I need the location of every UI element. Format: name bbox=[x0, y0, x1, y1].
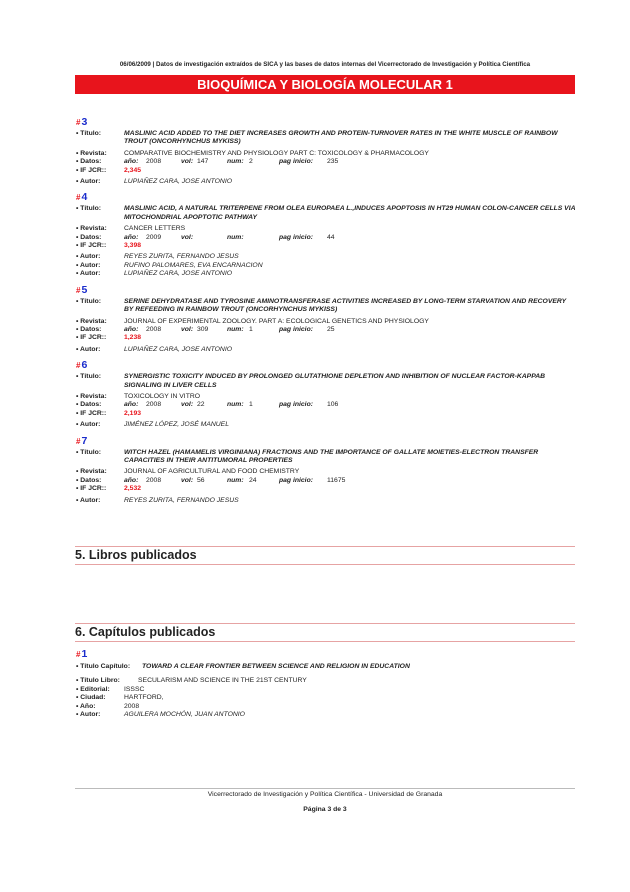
title-row: • Título: WITCH HAZEL (HAMAMELIS VIRGINIANA) FRACTIONS AND THE IMPORTANCE OF GALLATE MOIETIES-ELECTRON TRANSFER CAPACITIES IN THEIR ANTITUMORAL PROPERTIES bbox=[76, 449, 576, 466]
city: HARTFORD, bbox=[124, 694, 164, 702]
article-entry bbox=[76, 284, 576, 354]
publisher-row: • Editorial: ISSSC bbox=[76, 686, 576, 694]
if-row: • IF JCR:: 2,532 bbox=[76, 485, 576, 493]
journal-row: • Revista: TOXICOLOGY IN VITRO bbox=[76, 393, 576, 401]
page-number: Página 3 de 3 bbox=[303, 806, 347, 813]
article-number: #6 bbox=[76, 359, 88, 372]
article-number: #3 bbox=[76, 116, 88, 128]
section-divider bbox=[75, 623, 575, 624]
publisher: ISSSC bbox=[124, 685, 145, 693]
author-row: • Autor: RUFINO PALOMARES, EVA ENCARNACION bbox=[76, 262, 576, 270]
section-title-books: 5. Libros publicados bbox=[75, 548, 575, 565]
page-value: 235 bbox=[327, 158, 339, 166]
num-value: 2 bbox=[249, 158, 253, 166]
article-entry bbox=[76, 116, 576, 186]
page-value: 106 bbox=[327, 401, 339, 409]
vol-value: 147 bbox=[197, 158, 209, 166]
article-title: MASLINIC ACID, A NATURAL TRITERPENE FROM OLEA EUROPAEA L.,INDUCES APOPTOSIS IN HT29 HUMAN COLON-CANCER CELLS VIA MITOCHONDRIAL APOPTOTIC PATHWAY bbox=[124, 205, 576, 221]
title-row: • Título: SERINE DEHYDRATASE AND TYROSINE AMINOTRANSFERASE ACTIVITIES INCREASED BY LONG-TERM STARVATION AND RECOVERY BY REFEEDING IN RAINBOW TROUT (ONCORHYNCHUS MYKISS) bbox=[76, 298, 576, 315]
year: 2008 bbox=[124, 702, 140, 710]
page-value: 44 bbox=[327, 233, 335, 241]
chapter-number: #1 bbox=[76, 648, 88, 660]
data-row: • Datos: año: 2008 vol: 147 num: 2 pag inicio: 235 bbox=[76, 158, 339, 166]
impact-factor: 3,398 bbox=[124, 242, 142, 250]
author-row: • Autor: REYES ZURITA, FERNANDO JESUS bbox=[76, 253, 576, 261]
year-value: 2008 bbox=[146, 325, 162, 333]
data-row: • Datos: año: 2008 vol: 22 num: 1 pag inicio: 106 bbox=[76, 401, 339, 409]
article-title: SERINE DEHYDRATASE AND TYROSINE AMINOTRANSFERASE ACTIVITIES INCREASED BY LONG-TERM STARVATION AND RECOVERY BY REFEEDING IN RAINBOW TROUT (ONCORHYNCHUS MYKISS) bbox=[124, 297, 567, 314]
journal-name: COMPARATIVE BIOCHEMISTRY AND PHYSIOLOGY PART C: TOXICOLOGY & PHARMACOLOGY bbox=[124, 149, 429, 157]
section-divider bbox=[75, 546, 575, 547]
author-row: • Autor: LUPIAÑEZ CARA, JOSE ANTONIO bbox=[76, 270, 576, 278]
page-value: 25 bbox=[327, 325, 335, 333]
article-number: #4 bbox=[76, 191, 88, 204]
title-row: • Título: MASLINIC ACID, A NATURAL TRITERPENE FROM OLEA EUROPAEA L.,INDUCES APOPTOSIS IN HT29 HUMAN COLON-CANCER CELLS VIA MITOCHONDRIAL APOPTOTIC PATHWAY bbox=[76, 205, 576, 221]
if-row: • IF JCR:: 2,193 bbox=[76, 410, 576, 418]
title-row: • Título: SYNERGISTIC TOXICITY INDUCED BY PROLONGED GLUTATHIONE DEPLETION AND INHIBITION OF NUCLEAR FACTOR-KAPPAB SIGNALING IN LIVER CELLS bbox=[76, 373, 576, 390]
article-entry bbox=[76, 435, 576, 505]
article-number: #5 bbox=[76, 283, 88, 296]
journal-name: JOURNAL OF EXPERIMENTAL ZOOLOGY. PART A: ECOLOGICAL GENETICS AND PHYSIOLOGY bbox=[124, 317, 429, 325]
impact-factor: 2,532 bbox=[124, 485, 142, 493]
department-banner: BIOQUÍMICA Y BIOLOGÍA MOLECULAR 1 bbox=[75, 75, 575, 94]
impact-factor: 2,345 bbox=[124, 166, 142, 174]
chapter-title-row: • Título Capítulo: TOWARD A CLEAR FRONTIER BETWEEN SCIENCE AND RELIGION IN EDUCATION bbox=[76, 663, 576, 671]
vol-value: 22 bbox=[197, 401, 205, 409]
page-value: 11675 bbox=[327, 476, 346, 484]
section-title-chapters: 6. Capítulos publicados bbox=[75, 625, 575, 642]
data-row: • Datos: año: 2008 vol: 56 num: 24 pag inicio: 11675 bbox=[76, 476, 346, 484]
city-row: • Ciudad: HARTFORD, bbox=[76, 694, 576, 702]
impact-factor: 1,238 bbox=[124, 334, 142, 342]
data-row: • Datos: año: 2009 vol: num: pag inicio: 44 bbox=[76, 233, 335, 241]
author-row: • Autor: LUPIAÑEZ CARA, JOSE ANTONIO bbox=[76, 346, 576, 354]
author-row: • Autor: JIMÉNEZ LÓPEZ, JOSÉ MANUEL bbox=[76, 421, 576, 429]
page-header: 06/06/2009 | Datos de investigación extraídos de SICA y las bases de datos internas del Vicerrectorado de Investigación y Política Científica bbox=[119, 61, 531, 68]
if-row: • IF JCR:: 1,238 bbox=[76, 334, 576, 342]
article-entry bbox=[76, 191, 576, 278]
num-value: 1 bbox=[249, 401, 253, 409]
title-row: • Título: MASLINIC ACID ADDED TO THE DIET INCREASES GROWTH AND PROTEIN-TURNOVER RATES IN THE WHITE MUSCLE OF RAINBOW TROUT (ONCORHYNCHUS MYKISS) bbox=[76, 130, 576, 147]
book-title-row: • Título Libro: SECULARISM AND SCIENCE IN THE 21ST CENTURY bbox=[76, 677, 576, 685]
num-value: 24 bbox=[249, 476, 257, 484]
article-author: LUPIAÑEZ CARA, JOSE ANTONIO bbox=[124, 345, 233, 353]
journal-name: JOURNAL OF AGRICULTURAL AND FOOD CHEMISTRY bbox=[124, 468, 300, 476]
journal-row: • Revista: JOURNAL OF EXPERIMENTAL ZOOLOGY. PART A: ECOLOGICAL GENETICS AND PHYSIOLOGY bbox=[76, 318, 576, 326]
impact-factor: 2,193 bbox=[124, 409, 142, 417]
author-row: • Autor: LUPIAÑEZ CARA, JOSE ANTONIO bbox=[76, 178, 576, 186]
footer-divider bbox=[75, 788, 575, 789]
author-row: • Autor: REYES ZURITA, FERNANDO JESUS bbox=[76, 497, 576, 505]
article-author: LUPIAÑEZ CARA, JOSE ANTONIO bbox=[124, 270, 233, 278]
author-row: • Autor: AGUILERA MOCHÓN, JUAN ANTONIO bbox=[76, 711, 576, 719]
author: AGUILERA MOCHÓN, JUAN ANTONIO bbox=[124, 711, 245, 719]
article-author: LUPIAÑEZ CARA, JOSE ANTONIO bbox=[124, 178, 233, 186]
year-value: 2008 bbox=[146, 158, 162, 166]
year-row: • Año: 2008 bbox=[76, 703, 576, 711]
num-value: 1 bbox=[249, 325, 253, 333]
article-number: #7 bbox=[76, 434, 88, 447]
articles-list bbox=[76, 116, 576, 510]
vol-value: 309 bbox=[197, 325, 209, 333]
if-row: • IF JCR:: 3,398 bbox=[76, 242, 576, 250]
journal-row: • Revista: JOURNAL OF AGRICULTURAL AND FOOD CHEMISTRY bbox=[76, 468, 576, 476]
chapter-title: TOWARD A CLEAR FRONTIER BETWEEN SCIENCE AND RELIGION IN EDUCATION bbox=[142, 663, 410, 670]
if-row: • IF JCR:: 2,345 bbox=[76, 167, 576, 175]
article-author: JIMÉNEZ LÓPEZ, JOSÉ MANUEL bbox=[124, 421, 229, 429]
journal-name: CANCER LETTERS bbox=[124, 225, 186, 233]
data-row: • Datos: año: 2008 vol: 309 num: 1 pag inicio: 25 bbox=[76, 325, 335, 333]
article-author: REYES ZURITA, FERNANDO JESUS bbox=[124, 253, 239, 261]
article-title: SYNERGISTIC TOXICITY INDUCED BY PROLONGED GLUTATHIONE DEPLETION AND INHIBITION OF NUCLEAR FACTOR-KAPPAB SIGNALING IN LIVER CELLS bbox=[124, 373, 546, 389]
vol-value: 56 bbox=[197, 476, 205, 484]
article-author: REYES ZURITA, FERNANDO JESUS bbox=[124, 496, 239, 504]
book-title: SECULARISM AND SCIENCE IN THE 21ST CENTURY bbox=[138, 677, 307, 685]
article-title: MASLINIC ACID ADDED TO THE DIET INCREASES GROWTH AND PROTEIN-TURNOVER RATES IN THE WHITE MUSCLE OF RAINBOW TROUT (ONCORHYNCHUS MYKISS) bbox=[124, 130, 558, 146]
chapter-entry bbox=[76, 648, 576, 719]
journal-row: • Revista: CANCER LETTERS bbox=[76, 225, 576, 233]
journal-name: TOXICOLOGY IN VITRO bbox=[124, 392, 201, 400]
article-author: RUFINO PALOMARES, EVA ENCARNACION bbox=[124, 261, 263, 269]
footer-org: Vicerrectorado de Investigación y Política Científica - Universidad de Granada bbox=[207, 791, 443, 798]
article-title: WITCH HAZEL (HAMAMELIS VIRGINIANA) FRACTIONS AND THE IMPORTANCE OF GALLATE MOIETIES-ELECTRON TRANSFER CAPACITIES IN THEIR ANTITUMORAL PROPERTIES bbox=[124, 448, 539, 464]
journal-row: • Revista: COMPARATIVE BIOCHEMISTRY AND PHYSIOLOGY PART C: TOXICOLOGY & PHARMACOLOGY bbox=[76, 150, 576, 158]
year-value: 2009 bbox=[146, 233, 162, 241]
article-entry bbox=[76, 359, 576, 429]
year-value: 2008 bbox=[146, 476, 162, 484]
year-value: 2008 bbox=[146, 401, 162, 409]
